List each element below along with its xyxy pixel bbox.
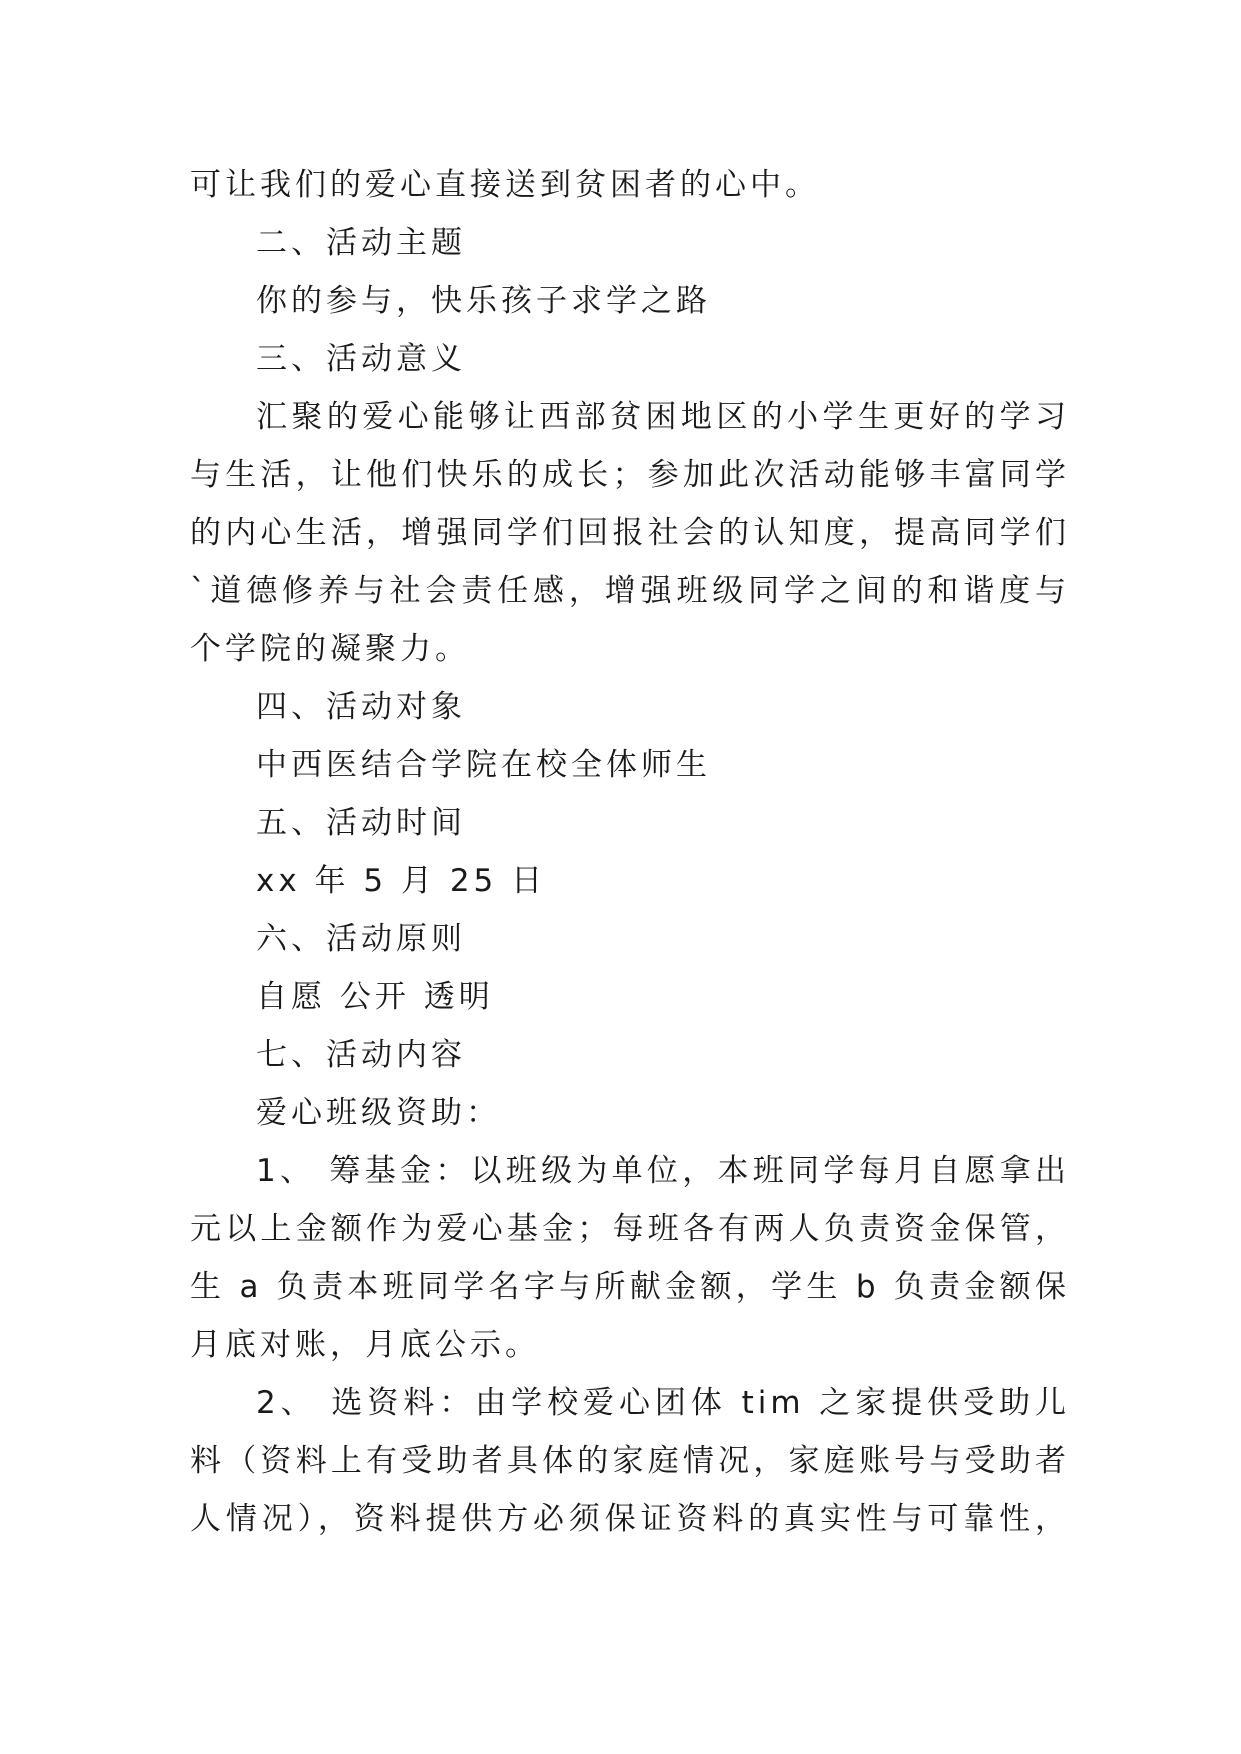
paragraph-line: 中西医结合学院在校全体师生 bbox=[256, 747, 711, 783]
section-heading: 五、活动时间 bbox=[256, 805, 466, 841]
list-item-line: 生 a 负责本班同学名字与所献金额，学生 b 负责金额保 bbox=[190, 1269, 1070, 1305]
list-item-line: 1、 筹基金：以班级为单位，本班同学每月自愿拿出 bbox=[256, 1153, 1070, 1189]
section-heading: 四、活动对象 bbox=[256, 689, 466, 725]
section-heading: 六、活动原则 bbox=[256, 921, 466, 957]
section-heading: 三、活动意义 bbox=[256, 341, 466, 377]
list-item-line: 元以上金额作为爱心基金；每班各有两人负责资金保管， bbox=[190, 1211, 1070, 1247]
paragraph-line: `道德修养与社会责任感，增强班级同学之间的和谐度与 bbox=[190, 573, 1070, 609]
paragraph-line: 个学院的凝聚力。 bbox=[190, 631, 470, 667]
paragraph-line: 自愿 公开 透明 bbox=[256, 979, 494, 1015]
paragraph-line: 你的参与，快乐孩子求学之路 bbox=[256, 283, 711, 319]
paragraph-line: 与生活，让他们快乐的成长；参加此次活动能够丰富同学 bbox=[190, 457, 1070, 493]
paragraph-line: 爱心班级资助： bbox=[256, 1095, 501, 1131]
paragraph-line: 的内心生活，增强同学们回报社会的认知度，提高同学们 bbox=[190, 515, 1070, 551]
list-item-line: 2、 选资料：由学校爱心团体 tim 之家提供受助儿 bbox=[256, 1385, 1070, 1421]
section-heading: 七、活动内容 bbox=[256, 1037, 466, 1073]
list-item-line: 月底对账，月底公示。 bbox=[190, 1327, 540, 1363]
paragraph-line: 汇聚的爱心能够让西部贫困地区的小学生更好的学习 bbox=[256, 399, 1070, 435]
list-item-line: 料（资料上有受助者具体的家庭情况，家庭账号与受助者 bbox=[190, 1443, 1070, 1479]
paragraph-line: xx 年 5 月 25 日 bbox=[256, 863, 547, 899]
section-heading: 二、活动主题 bbox=[256, 225, 466, 261]
list-item-line: 人情况），资料提供方必须保证资料的真实性与可靠性， bbox=[190, 1501, 1070, 1537]
document-body bbox=[190, 156, 1070, 1548]
paragraph-line: 可让我们的爱心直接送到贫困者的心中。 bbox=[190, 167, 820, 203]
